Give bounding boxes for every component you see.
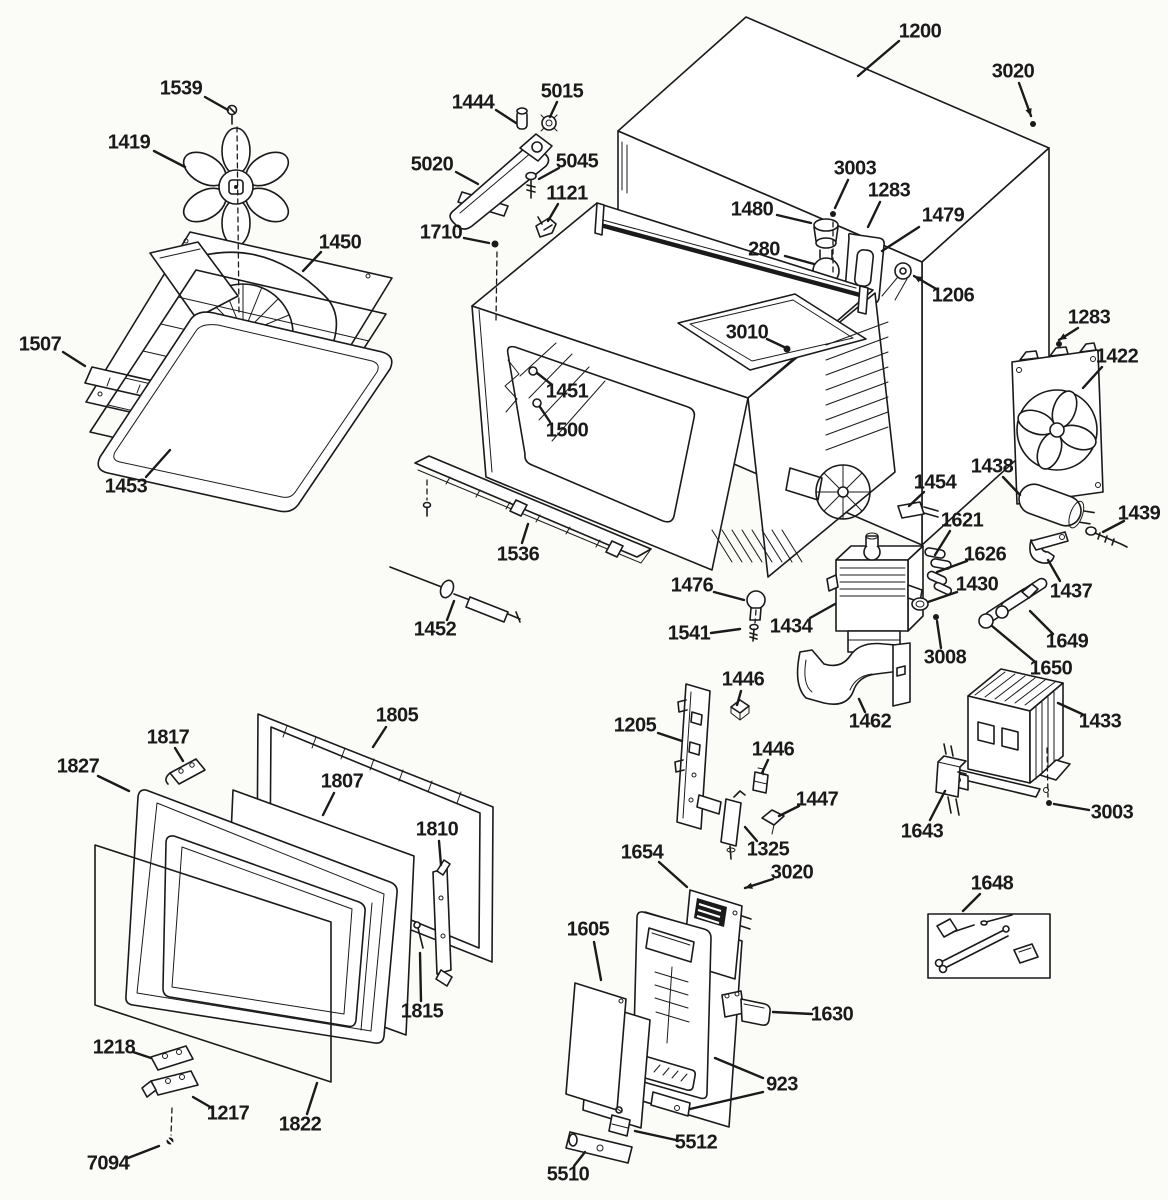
- case-screw-3020: [1030, 121, 1036, 127]
- part-label-1605: 1605: [566, 918, 610, 941]
- leader-line: [992, 626, 1034, 661]
- leader-line: [154, 151, 185, 167]
- leader-line: [930, 791, 945, 820]
- part-label-1648: 1648: [970, 872, 1014, 895]
- hardware-kit-box: [928, 914, 1050, 978]
- bracket-1325: [721, 799, 741, 846]
- part-label-1434: 1434: [769, 615, 813, 638]
- leader-line: [98, 776, 129, 791]
- part-label-1121: 1121: [546, 182, 588, 205]
- mount-screw-1439: [1086, 527, 1096, 535]
- leader-line: [1054, 804, 1089, 810]
- part-label-3020: 3020: [991, 60, 1035, 83]
- part-label-1827: 1827: [56, 755, 100, 778]
- part-label-3008: 3008: [923, 646, 967, 669]
- leader-line: [447, 601, 454, 620]
- grommet-1430: [912, 598, 928, 610]
- leader-line: [1030, 611, 1053, 634]
- part-label-3003: 3003: [1090, 801, 1134, 824]
- leader-line: [307, 1083, 317, 1114]
- part-label-1654: 1654: [620, 841, 664, 864]
- part-label-5512: 5512: [674, 1131, 718, 1154]
- leader-line: [496, 110, 516, 123]
- screw-3008: [933, 614, 939, 620]
- hinge-1218: [151, 1046, 193, 1070]
- temperature-probe: [390, 567, 520, 622]
- part-label-1480: 1480: [730, 198, 774, 221]
- part-label-1453: 1453: [104, 475, 148, 498]
- part-label-5015: 5015: [540, 80, 584, 103]
- clip-1447: [762, 810, 784, 825]
- screw-3003: [1046, 800, 1052, 806]
- part-label-1454: 1454: [913, 471, 957, 494]
- leader-line: [594, 942, 601, 980]
- part-label-3010: 3010: [725, 321, 769, 344]
- leader-line: [659, 862, 687, 887]
- part-label-1462: 1462: [848, 710, 892, 733]
- panel-sheet-1605: [566, 983, 626, 1110]
- part-label-1218: 1218: [92, 1036, 136, 1059]
- part-label-1438: 1438: [970, 455, 1014, 478]
- part-label-1807: 1807: [320, 770, 364, 793]
- leader-line: [522, 524, 528, 543]
- part-label-1815: 1815: [400, 1000, 444, 1023]
- leader-line: [1048, 560, 1060, 581]
- part-label-1447: 1447: [795, 788, 839, 811]
- part-label-1822: 1822: [278, 1113, 322, 1136]
- part-label-1650: 1650: [1029, 657, 1073, 680]
- leader-line: [858, 41, 899, 76]
- leader-line: [937, 621, 941, 648]
- leader-line: [193, 1097, 212, 1108]
- part-label-3003: 3003: [833, 157, 877, 180]
- part-label-1643: 1643: [900, 820, 944, 843]
- leader-line: [550, 102, 557, 117]
- part-label-1479: 1479: [921, 204, 965, 227]
- leader-line: [714, 592, 744, 600]
- part-label-1217: 1217: [206, 1102, 250, 1125]
- leader-line: [810, 604, 835, 618]
- leader-arrowhead: [745, 883, 753, 889]
- part-label-1817: 1817: [146, 726, 190, 749]
- leader-line: [762, 760, 768, 773]
- leader-line: [464, 238, 489, 243]
- leader-line: [128, 1146, 159, 1158]
- part-label-1710: 1710: [419, 221, 463, 244]
- screw-1710: [492, 241, 499, 248]
- door-hinges: [142, 1046, 198, 1145]
- part-label-1283: 1283: [867, 179, 911, 202]
- door-bracket-1817: [166, 759, 205, 784]
- part-label-923: 923: [766, 1073, 798, 1096]
- leader-line: [456, 172, 478, 184]
- part-label-1451: 1451: [545, 380, 589, 403]
- part-label-1476: 1476: [670, 574, 714, 597]
- leader-line: [205, 97, 228, 110]
- part-label-1539: 1539: [159, 77, 203, 100]
- leader-line: [745, 827, 757, 841]
- leader-line: [574, 1152, 585, 1166]
- control-panel-assembly: [566, 890, 770, 1163]
- part-label-1450: 1450: [318, 231, 362, 254]
- part-label-1649: 1649: [1045, 630, 1089, 653]
- part-label-1444: 1444: [451, 91, 495, 114]
- leader-line: [175, 748, 183, 761]
- part-label-1422: 1422: [1095, 345, 1139, 368]
- leader-line: [773, 1012, 812, 1014]
- part-label-5020: 5020: [410, 153, 454, 176]
- part-label-1536: 1536: [496, 543, 540, 566]
- leader-line: [963, 894, 980, 911]
- lever-screw: [526, 173, 536, 180]
- part-label-1200: 1200: [898, 20, 942, 43]
- part-label-1433: 1433: [1078, 710, 1122, 733]
- part-label-1621: 1621: [940, 509, 984, 532]
- part-label-1446: 1446: [721, 668, 765, 691]
- part-label-1626: 1626: [963, 543, 1007, 566]
- leader-line: [859, 699, 865, 712]
- turntable-coupler: [747, 591, 765, 641]
- part-label-1810: 1810: [415, 818, 459, 841]
- part-label-7094: 7094: [86, 1152, 130, 1175]
- part-label-1805: 1805: [375, 704, 419, 727]
- latch-board: [675, 684, 784, 859]
- part-label-1446: 1446: [751, 738, 795, 761]
- leader-line: [1103, 521, 1124, 532]
- air-duct: [798, 643, 910, 706]
- part-label-280: 280: [748, 238, 780, 261]
- part-label-1541: 1541: [667, 622, 711, 645]
- part-label-5510: 5510: [546, 1163, 590, 1186]
- part-label-1439: 1439: [1117, 502, 1161, 525]
- part-label-1452: 1452: [413, 618, 457, 641]
- leader-line: [420, 953, 421, 1001]
- retainer-clip: [536, 218, 556, 237]
- dashed-axis-line: [171, 1108, 172, 1135]
- transformer: [952, 669, 1070, 806]
- part-label-1205: 1205: [613, 714, 657, 737]
- part-label-1283: 1283: [1067, 306, 1111, 329]
- leader-line: [658, 733, 682, 741]
- leader-line: [548, 204, 558, 221]
- part-label-1437: 1437: [1049, 580, 1093, 603]
- part-label-1206: 1206: [931, 284, 975, 307]
- leader-line: [63, 352, 85, 366]
- leader-line: [373, 727, 386, 747]
- hinge-1217: [151, 1071, 198, 1095]
- leader-line: [779, 806, 799, 816]
- magnetron: [827, 533, 923, 652]
- part-label-1507: 1507: [18, 333, 62, 356]
- part-label-5045: 5045: [555, 150, 599, 173]
- part-label-1630: 1630: [810, 1003, 854, 1026]
- clip-1446: [731, 700, 749, 713]
- part-label-1325: 1325: [746, 838, 790, 861]
- leader-line: [133, 1052, 151, 1058]
- leader-line: [635, 1131, 676, 1140]
- leader-line: [928, 592, 957, 602]
- part-label-1430: 1430: [955, 573, 999, 596]
- part-label-3020: 3020: [770, 861, 814, 884]
- leader-line: [711, 629, 740, 633]
- part-label-1419: 1419: [107, 131, 151, 154]
- leader-arrowhead: [1025, 108, 1031, 116]
- stirrer-fan-blade: [178, 106, 294, 247]
- part-label-1500: 1500: [545, 419, 589, 442]
